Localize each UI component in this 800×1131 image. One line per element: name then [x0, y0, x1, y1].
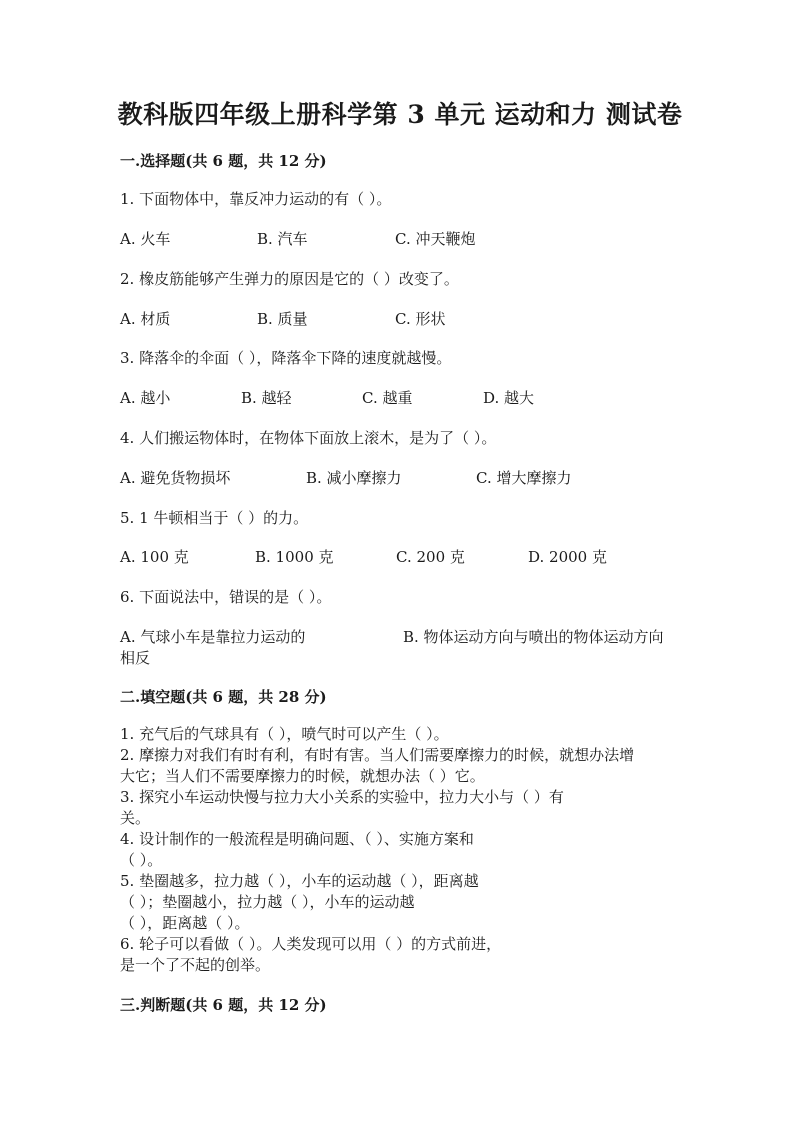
question-stem: 5. 1 牛顿相当于（ ）的力。: [120, 509, 309, 527]
question-option: D. 2000 克: [528, 548, 607, 566]
section-heading-judge: 三.判断题(共 6 题，共 12 分): [120, 996, 327, 1014]
question-option: B. 质量: [257, 310, 308, 328]
question-option: C. 200 克: [396, 548, 465, 566]
fill-line: 大它；当人们不需要摩擦力的时候，就想办法（ ）它。: [120, 767, 485, 785]
question-option: C. 越重: [362, 389, 413, 407]
fill-line: 3. 探究小车运动快慢与拉力大小关系的实验中，拉力大小与（ ）有: [120, 788, 564, 806]
question-option: A. 气球小车是靠拉力运动的: [120, 628, 306, 646]
section-heading-choice: 一.选择题(共 6 题，共 12 分): [120, 152, 327, 170]
question-option: B. 1000 克: [255, 548, 334, 566]
question-option: C. 增大摩擦力: [476, 469, 572, 487]
question-stem: 6. 下面说法中，错误的是（ ）。: [120, 588, 332, 606]
fill-line: 4. 设计制作的一般流程是明确问题、（ ）、实施方案和: [120, 830, 474, 848]
fill-line: （ ）。: [120, 851, 163, 869]
question-option-continued: 相反: [120, 649, 151, 667]
fill-line: 关。: [120, 809, 151, 827]
fill-line: （ ），距离越（ ）。: [120, 914, 250, 932]
fill-line: 2. 摩擦力对我们有时有利，有时有害。当人们需要摩擦力的时候，就想办法增: [120, 746, 635, 764]
question-stem: 1. 下面物体中，靠反冲力运动的有（ ）。: [120, 190, 392, 208]
fill-blank-block: [120, 724, 690, 976]
section-heading-fill: 二.填空题(共 6 题，共 28 分): [120, 688, 327, 706]
fill-line: 6. 轮子可以看做（ ）。人类发现可以用（ ）的方式前进，: [120, 935, 502, 953]
question-option: B. 汽车: [257, 230, 308, 248]
question-option: B. 减小摩擦力: [306, 469, 402, 487]
fill-line: （ ）；垫圈越小，拉力越（ ），小车的运动越: [120, 893, 415, 911]
question-option: D. 越大: [483, 389, 535, 407]
question-option: C. 形状: [395, 310, 446, 328]
question-option: A. 火车: [120, 230, 171, 248]
question-stem: 2. 橡皮筋能够产生弹力的原因是它的（ ）改变了。: [120, 270, 459, 288]
question-option: B. 物体运动方向与喷出的物体运动方向: [403, 628, 664, 646]
question-stem: 3. 降落伞的伞面（ ），降落伞下降的速度就越慢。: [120, 349, 452, 367]
page-title: 教科版四年级上册科学第 3 单元 运动和力 测试卷: [117, 100, 683, 129]
question-option: A. 越小: [120, 389, 171, 407]
question-option: A. 材质: [120, 310, 171, 328]
question-option: A. 避免货物损坏: [120, 469, 231, 487]
fill-line: 5. 垫圈越多，拉力越（ ），小车的运动越（ ），距离越: [120, 872, 479, 890]
question-option: C. 冲天鞭炮: [395, 230, 476, 248]
question-stem: 4. 人们搬运物体时，在物体下面放上滚木，是为了（ ）。: [120, 429, 497, 447]
question-option: B. 越轻: [241, 389, 292, 407]
question-option: A. 100 克: [120, 548, 189, 566]
fill-line: 是一个了不起的创举。: [120, 956, 271, 974]
fill-line: 1. 充气后的气球具有（ ），喷气时可以产生（ ）。: [120, 725, 449, 743]
